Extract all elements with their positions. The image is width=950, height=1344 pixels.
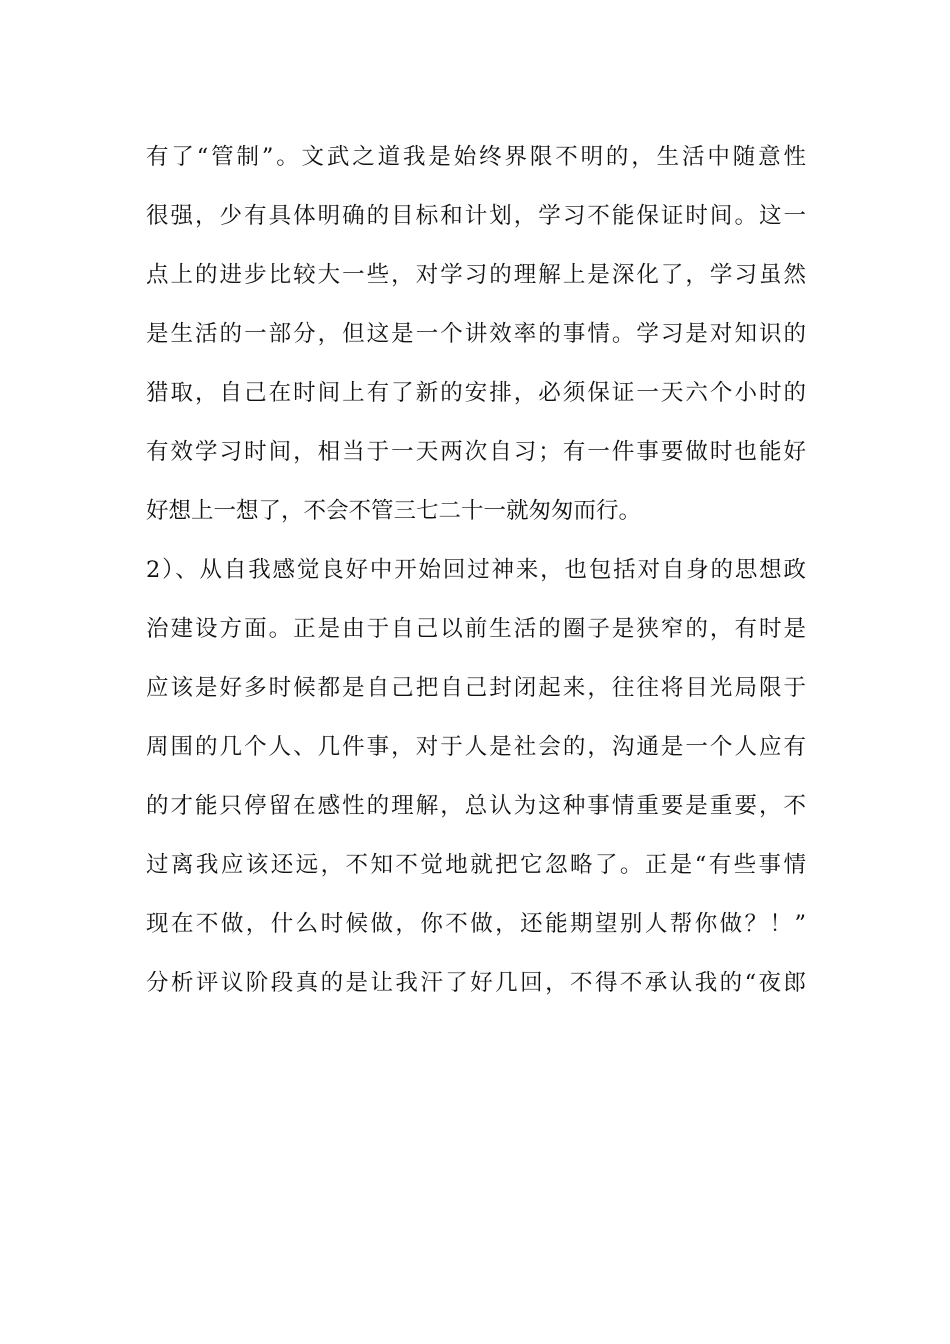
- body-text: [146, 128, 806, 1013]
- text-line-2: 很强，少有具体明确的目标和计划，学习不能保证时间。这一: [146, 203, 806, 229]
- text-line-10: 应该是好多时候都是自己把自己封闭起来，往往将目光局限于: [146, 675, 806, 701]
- text-line-15: 分析评议阶段真的是让我汗了好几回，不得不承认我的“夜郎: [146, 970, 806, 996]
- text-line-13: 过离我应该还远，不知不觉地就把它忽略了。正是“有些事情: [146, 852, 806, 878]
- text-line-9: 治建设方面。正是由于自己以前生活的圈子是狭窄的，有时是: [146, 616, 806, 642]
- text-line-14: 现在不做，什么时候做，你不做，还能期望别人帮你做？！”: [146, 911, 806, 937]
- text-line-4: 是生活的一部分，但这是一个讲效率的事情。学习是对知识的: [146, 321, 806, 347]
- text-line-8: 2）、从自我感觉良好中开始回过神来，也包括对自身的思想政: [146, 557, 806, 583]
- text-line-6: 有效学习时间，相当于一天两次自习；有一件事要做时也能好: [146, 439, 806, 465]
- text-line-11: 周围的几个人、几件事，对于人是社会的，沟通是一个人应有: [146, 734, 806, 760]
- text-line-12: 的才能只停留在感性的理解，总认为这种事情重要是重要，不: [146, 793, 806, 819]
- text-line-3: 点上的进步比较大一些，对学习的理解上是深化了，学习虽然: [146, 262, 806, 288]
- text-line-7: 好想上一想了，不会不管三七二十一就匆匆而行。: [146, 498, 642, 524]
- text-line-5: 猎取，自己在时间上有了新的安排，必须保证一天六个小时的: [146, 380, 806, 406]
- text-line-1: 有了“管制”。文武之道我是始终界限不明的，生活中随意性: [146, 144, 806, 170]
